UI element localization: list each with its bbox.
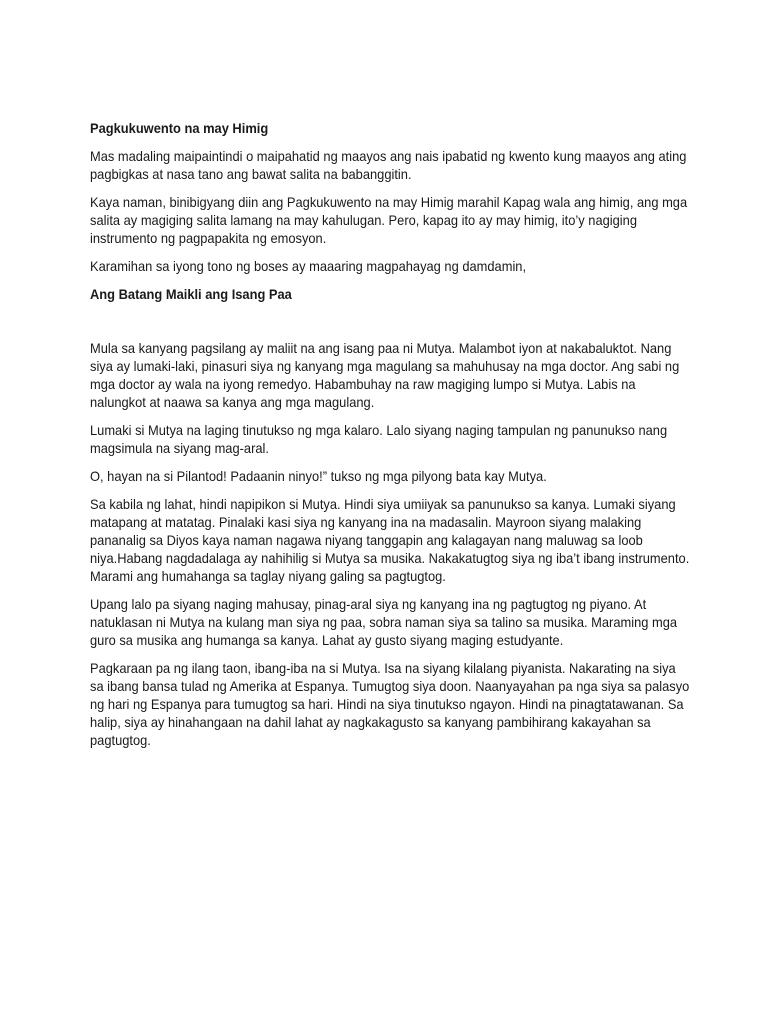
story-paragraph: Upang lalo pa siyang naging mahusay, pinag-aral siya ng kanyang ina ng pagtugtog ng piyano. At natuklasan ni Mutya na kulang man siya ng paa, sobra naman siya sa talino sa musika. Maraming mga guro sa musika ang humanga sa kanya. Lahat ay gusto siyang maging estudyante.	[90, 596, 678, 648]
spacer	[90, 313, 690, 339]
paragraph: Mas madaling maipaintindi o maipahatid ng maayos ang nais ipabatid ng kwento kung maayos ang ating pagbigkas at nasa tano ang bawat salita na babanggitin.	[90, 148, 687, 182]
story-paragraph: Mula sa kanyang pagsilang ay maliit na ang isang paa ni Mutya. Malambot iyon at nakabaluktot. Nang siya ay lumaki-laki, pinasuri siya ng kanyang mga magulang sa mahuhusay na mga doctor. Ang sabi ng mga doctor ay wala na iyong remedyo. Habambuhay na raw magiging lumpo si Mutya. Labis na nalungkot at naawa sa kanya ang mga magulang.	[90, 340, 680, 410]
story-paragraph: Lumaki si Mutya na laging tinutukso ng mga kalaro. Lalo siyang naging tampulan ng panunukso nang magsimula na siyang mag-aral.	[90, 422, 668, 456]
section-heading-pagkukuwento: Pagkukuwento na may Himig	[90, 120, 269, 136]
story-title: Ang Batang Maikli ang Isang Paa	[90, 286, 292, 302]
document-body	[90, 119, 690, 759]
story-paragraph: Sa kabila ng lahat, hindi napipikon si Mutya. Hindi siya umiiyak sa panunukso sa kanya. Lumaki siyang matapang at matatag. Pinalaki kasi siya ng kanyang ina na madasalin. Mayroon siyang malaking pananalig sa Diyos kaya naman nagawa niyang tanggapin ang kalagayan nang maluwag sa loob niya.Habang nagdadalaga ay nahihilig si Mutya sa musika. Nakakatugtog siya ng iba’t ibang instrumento. Marami ang humahanga sa taglay niyang galing sa pagtugtog.	[90, 496, 690, 584]
story-paragraph: Pagkaraan pa ng ilang taon, ibang-iba na si Mutya. Isa na siyang kilalang piyanista. Nakarating na siya sa ibang bansa tulad ng Amerika at Espanya. Tumugtog siya doon. Naanyayahan pa nga siya sa palasyo ng hari ng Espanya para tumugtog sa hari. Hindi na siya tinutukso ngayon. Hindi na pinagtatawanan. Sa halip, siya ay hinahangaan na dahil lahat ay nagkakagusto sa kanyang pambihirang kakayahan sa pagtugtog.	[90, 660, 690, 748]
story-paragraph: O, hayan na si Pilantod! Padaanin ninyo!” tukso ng mga pilyong bata kay Mutya.	[90, 468, 547, 484]
paragraph: Kaya naman, binibigyang diin ang Pagkukuwento na may Himig marahil Kapag wala ang himig, ang mga salita ay magiging salita lamang na may kahulugan. Pero, kapag ito ay may himig, ito’y nagiging instrumento ng pagpapakita ng emosyon.	[90, 194, 688, 246]
paragraph: Karamihan sa iyong tono ng boses ay maaaring magpahayag ng damdamin,	[90, 258, 527, 274]
